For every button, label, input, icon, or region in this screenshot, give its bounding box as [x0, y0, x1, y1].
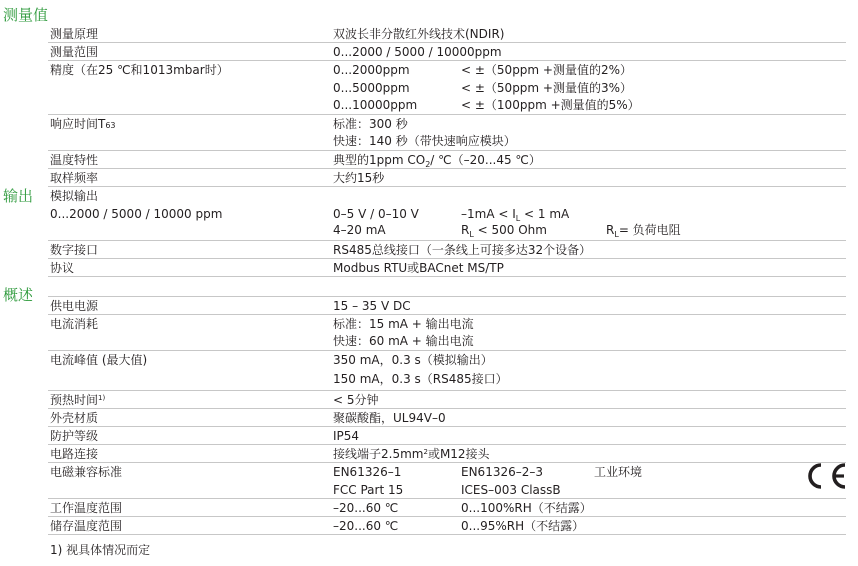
- footnote-ref: 1): [98, 394, 106, 402]
- footnote: 1) 视具体情况而定: [50, 543, 151, 557]
- peak-label: 电流峰值 (最大值): [50, 353, 148, 367]
- analog-load-limit: $R_L < 500$ Ohm: [461, 223, 547, 239]
- accuracy-value-1: < ±（50ppm +测量值的2%）: [461, 63, 633, 77]
- row-divider: [48, 276, 846, 277]
- response-standard: 标准：300 秒: [333, 117, 408, 131]
- emc-label: 电磁兼容标准: [50, 465, 123, 479]
- row-divider: [48, 426, 846, 427]
- housing-label: 外壳材质: [50, 411, 99, 425]
- emc-standard-2: EN61326–2–3: [461, 465, 544, 479]
- digital-value: RS485总线接口（一条线上可接多达32个设备）: [333, 243, 592, 257]
- current-label: 电流消耗: [50, 317, 99, 331]
- storage-humidity-value: 0...95%RH（不结露）: [461, 519, 585, 533]
- analog-load-note: $R_L=$ 负荷电阻: [606, 223, 681, 239]
- accuracy-range-3: 0...10000ppm: [333, 98, 418, 112]
- row-divider: [48, 390, 846, 391]
- warmup-label: 预热时间$^{1)}$: [50, 393, 106, 407]
- section-general: 概述: [3, 286, 34, 304]
- current-standard: 标准：15 mA + 输出电流: [333, 317, 474, 331]
- analog-label: 模拟输出: [50, 189, 99, 203]
- row-divider: [48, 240, 846, 241]
- ce-mark-icon: [800, 461, 850, 491]
- row-divider: [48, 296, 846, 297]
- response-label-subscript: 63: [105, 121, 116, 130]
- operating-temp-label: 工作温度范围: [50, 501, 123, 515]
- supply-value: 15 – 35 V DC: [333, 299, 411, 313]
- range-label: 测量范围: [50, 45, 99, 59]
- temp-dependence-value: 典型的1ppm $CO_2/$ ℃（–20...45 ℃）: [333, 153, 541, 169]
- row-divider: [48, 150, 846, 151]
- row-divider: [48, 498, 846, 499]
- analog-range: 0...2000 / 5000 / 10000 ppm: [50, 207, 223, 221]
- peak-rs485: 150 mA，0.3 s（RS485接口）: [333, 372, 508, 386]
- storage-temp-label: 储存温度范围: [50, 519, 123, 533]
- protocol-value: Modbus RTU或BACnet MS/TP: [333, 261, 504, 275]
- response-label: 响应时间T63: [50, 117, 116, 131]
- row-divider: [48, 350, 846, 351]
- range-value: 0...2000 / 5000 / 10000ppm: [333, 45, 502, 59]
- section-outputs: 输出: [3, 187, 34, 205]
- accuracy-label: 精度（在25 ℃和1013mbar时）: [50, 63, 229, 77]
- storage-temp-value: –20...60 ℃: [333, 519, 399, 533]
- protection-label: 防护等级: [50, 429, 99, 443]
- temp-dependence-label: 温度特性: [50, 153, 99, 167]
- warmup-value: < 5分钟: [333, 393, 379, 407]
- digital-label: 数字接口: [50, 243, 99, 257]
- supply-label: 供电电源: [50, 299, 99, 313]
- analog-current-limit: $-1mA < I_L < 1$ mA: [461, 207, 570, 223]
- row-divider: [48, 42, 846, 43]
- current-fast: 快速：60 mA + 输出电流: [333, 334, 474, 348]
- accuracy-value-3: < ±（100ppm +测量值的5%）: [461, 98, 640, 112]
- connection-value: 接线端子$2.5mm^2$或M12接头: [333, 447, 490, 461]
- operating-temp-value: –20...60 ℃: [333, 501, 399, 515]
- row-divider: [48, 60, 846, 61]
- row-divider: [48, 114, 846, 115]
- housing-value: 聚碳酸酯，UL94V–0: [333, 411, 446, 425]
- row-divider: [48, 314, 846, 315]
- accuracy-range-1: 0...2000ppm: [333, 63, 410, 77]
- analog-voltage: 0–5 V / 0–10 V: [333, 207, 419, 221]
- row-divider: [48, 444, 846, 445]
- section-measured-values: 测量值: [3, 6, 49, 24]
- protection-value: IP54: [333, 429, 360, 443]
- emc-standard-1: EN61326–1: [333, 465, 402, 479]
- accuracy-value-2: < ±（50ppm +测量值的3%）: [461, 81, 633, 95]
- sampling-label: 取样频率: [50, 171, 99, 185]
- protocol-label: 协议: [50, 261, 75, 275]
- analog-current: 4–20 mA: [333, 223, 386, 237]
- row-divider: [48, 258, 846, 259]
- row-divider: [48, 516, 846, 517]
- principle-label: 测量原理: [50, 27, 99, 41]
- emc-standard-4: ICES–003 ClassB: [461, 483, 561, 497]
- response-fast: 快速：140 秒（带快速响应模块）: [333, 134, 516, 148]
- peak-analog: 350 mA，0.3 s（模拟输出）: [333, 353, 493, 367]
- accuracy-range-2: 0...5000ppm: [333, 81, 410, 95]
- operating-humidity-value: 0...100%RH（不结露）: [461, 501, 592, 515]
- row-divider: [48, 534, 846, 535]
- emc-environment: 工业环境: [594, 465, 643, 479]
- row-divider: [48, 408, 846, 409]
- sampling-value: 大约15秒: [333, 171, 385, 185]
- emc-standard-3: FCC Part 15: [333, 483, 404, 497]
- principle-value: 双波长非分散红外线技术(NDIR): [333, 27, 505, 41]
- row-divider: [48, 186, 846, 187]
- connection-label: 电路连接: [50, 447, 99, 461]
